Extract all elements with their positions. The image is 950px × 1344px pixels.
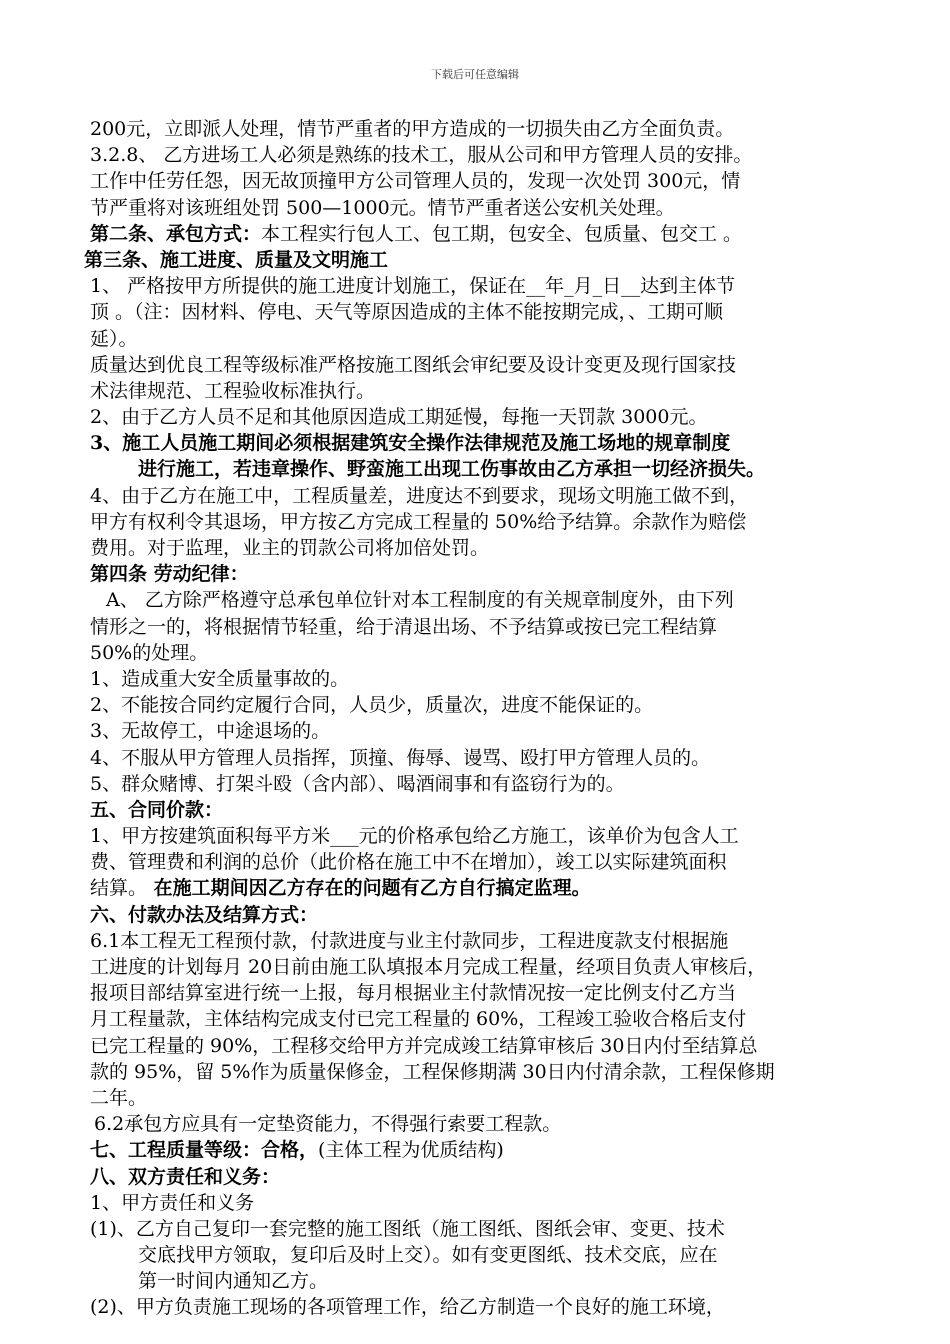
section-text: 本工程实行包人工、包工期，包安全、包质量、包交工 。 bbox=[261, 222, 743, 245]
bold-paragraph-line: 3、施工人员施工期间必须根据建筑安全操作法律规范及施工场地的规章制度 bbox=[90, 432, 731, 455]
paragraph-line: 1、 严格按甲方所提供的施工进度计划施工，保证在__年_月_日__达到主体节 bbox=[90, 275, 736, 298]
paragraph-line: 工作中任劳任怨，因无故顶撞甲方公司管理人员的，发现一次处罚 300元，情 bbox=[90, 170, 741, 193]
paragraph-line: 工进度的计划每月 20日前由施工队填报本月完成工程量，经项目负责人审核后， bbox=[90, 956, 767, 978]
paragraph-line: 甲方有权利令其退场，甲方按乙方完成工程量的 50%给予结算。余款作为赔偿 bbox=[90, 510, 747, 533]
paragraph-line: 款的 95%，留 5%作为质量保修金，工程保修期满 30日内付清余款，工程保修期 bbox=[90, 1060, 775, 1083]
list-item: 5、群众赌博、打架斗殴（含内部）、喝酒闹事和有盗窃行为的。 bbox=[90, 772, 625, 795]
paragraph-line: (2)、甲方负责施工现场的各项管理工作，给乙方制造一个良好的施工环境， bbox=[90, 1296, 725, 1319]
paragraph-line: 月工程量款，主体结构完成支付已完工程量的 60%，工程竣工验收合格后支付 bbox=[90, 1008, 747, 1031]
paragraph-line: 质量达到优良工程等级标准严格按施工图纸会审纪要及设计变更及现行国家技 bbox=[90, 353, 737, 376]
section-heading: 五、合同价款： bbox=[90, 798, 224, 821]
paragraph-line: 报项目部结算室进行统一上报，每月根据业主付款情况按一定比例支付乙方当 bbox=[90, 982, 737, 1005]
page-header: 下载后可任意编辑 bbox=[431, 68, 519, 81]
list-item: 1、造成重大安全质量事故的。 bbox=[90, 667, 350, 690]
paragraph-line: 50%的处理。 bbox=[90, 641, 209, 664]
paragraph-line: 交底找甲方领取，复印后及时上交）。如有变更图纸、技术交底，应在 bbox=[138, 1244, 718, 1267]
paragraph-line: 已完工程量的 90%，工程移交给甲方并完成竣工结算审核后 30日内付至结算总 bbox=[90, 1034, 758, 1057]
contract-body bbox=[84, 116, 880, 1321]
paragraph-line: A、 乙方除严格遵守总承包单位针对本工程制度的有关规章制度外，由下列 bbox=[106, 589, 734, 612]
paragraph-line: 2、由于乙方人员不足和其他原因造成工期延慢，每拖一天罚款 3000元。 bbox=[90, 406, 708, 429]
paragraph-line: 延）。 bbox=[90, 327, 138, 350]
paragraph-line bbox=[90, 875, 880, 901]
paragraph-line: 节严重将对该班组处罚 500—1000元。情节严重者送公安机关处理。 bbox=[90, 196, 675, 219]
paragraph-line: 1、甲方责任和义务 bbox=[90, 1191, 255, 1214]
paragraph-line: 情形之一的，将根据情节轻重，给于清退出场、不予结算或按已完工程结算 bbox=[90, 615, 718, 638]
section-heading: 八、双方责任和义务： bbox=[90, 1165, 281, 1188]
section-heading: 七、工程质量等级：合格， bbox=[90, 1139, 319, 1162]
section-heading: 六、付款办法及结算方式： bbox=[90, 903, 319, 926]
paragraph-line: 200元，立即派人处理，情节严重者的甲方造成的一切损失由乙方全面负责。 bbox=[90, 118, 735, 140]
list-item: 4、不服从甲方管理人员指挥，顶撞、侮辱、谩骂、殴打甲方管理人员的。 bbox=[90, 746, 711, 769]
bold-text: 在施工期间因乙方存在的问题有乙方自行搞定监理。 bbox=[147, 877, 591, 900]
paragraph-line bbox=[90, 1137, 880, 1163]
paragraph-line: 顶 。（注：因材料、停电、天气等原因造成的主体不能按期完成，、工期可顺 bbox=[90, 301, 724, 324]
section-text: 结算。 bbox=[90, 877, 148, 900]
paragraph-line: (1)、乙方自己复印一套完整的施工图纸（施工图纸、图纸会审、变更、技术 bbox=[90, 1217, 725, 1240]
paragraph-line: 术法律规范、工程验收标准执行。 bbox=[90, 379, 376, 402]
paragraph-line: 第一时间内通知乙方。 bbox=[138, 1270, 329, 1293]
paragraph-line: 费用。对于监理，业主的罚款公司将加倍处罚。 bbox=[90, 537, 490, 559]
paragraph-line: 3.2.8、 乙方进场工人必须是熟练的技术工，服从公司和甲方管理人员的安排。 bbox=[90, 144, 753, 167]
list-item: 3、无故停工，中途退场的。 bbox=[90, 720, 331, 743]
paragraph-line bbox=[90, 221, 880, 247]
section-heading: 第三条、施工进度、质量及文明施工 bbox=[84, 248, 389, 271]
bold-paragraph-line: 进行施工，若违章操作、野蛮施工出现工伤事故由乙方承担一切经济损失。 bbox=[138, 458, 766, 481]
paragraph-line: 1、甲方按建筑面积每平方米___元的价格承包给乙方施工，该单价为包含人工 bbox=[90, 825, 739, 848]
section-heading: 第二条、承包方式： bbox=[90, 222, 262, 245]
paragraph-line: 二年。 bbox=[90, 1086, 148, 1109]
paragraph-line: 费、管理费和利润的总价（此价格在施工中不在增加），竣工以实际建筑面积 bbox=[90, 851, 727, 874]
list-item: 2、不能按合同约定履行合同，人员少，质量次，进度不能保证的。 bbox=[90, 694, 654, 717]
paragraph-line: 4、由于乙方在施工中，工程质量差，进度达不到要求，现场文明施工做不到， bbox=[90, 484, 749, 507]
section-text: (主体工程为优质结构) bbox=[318, 1139, 504, 1162]
section-heading: 第四条 劳动纪律： bbox=[90, 563, 249, 586]
paragraph-line: 6.1本工程无工程预付款，付款进度与业主付款同步，工程进度款支付根据施 bbox=[90, 929, 729, 952]
paragraph-line: 6.2承包方应具有一定垫资能力，不得强行索要工程款。 bbox=[94, 1113, 562, 1136]
